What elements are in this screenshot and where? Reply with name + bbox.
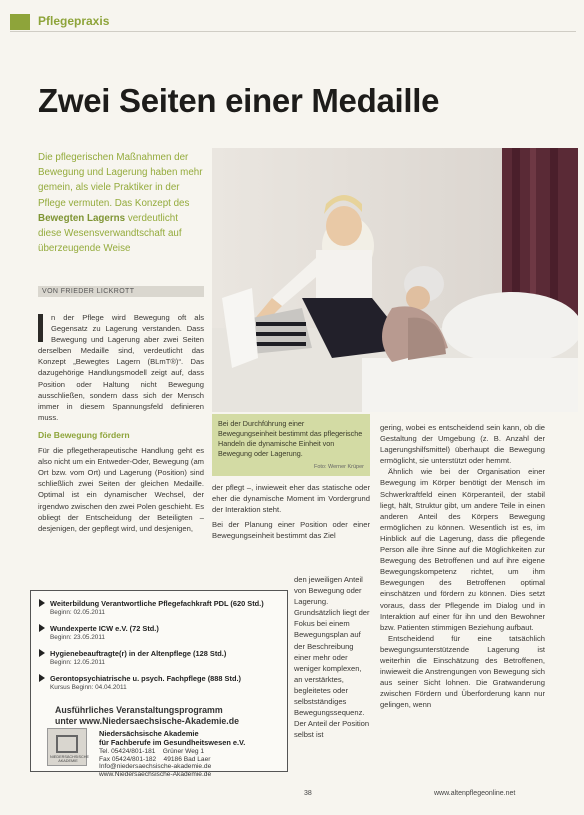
ad-promo	[55, 705, 239, 727]
intro-text-2: verdeutlicht diese Wesensverwandtschaft auf überzeugende Weise	[38, 212, 182, 255]
article-intro	[38, 150, 204, 256]
section-label: Pflegepraxis	[38, 14, 110, 28]
ad-course-item	[39, 624, 159, 642]
photo-credit: Foto: Werner Krüper	[313, 464, 364, 470]
page-number: 38	[304, 790, 312, 797]
paragraph: gering, wobei es entscheidend sein kann, ob die Gestaltung der Umgebung (z. B. Anzahl der Lagerungshilfsmittel) überhaupt die Bewegung ermöglicht, sie unterstützt oder hemmt.	[380, 423, 545, 466]
ad-course-item	[39, 674, 241, 692]
ad-course-date: Beginn: 02.05.2011	[50, 609, 105, 616]
drop-cap	[38, 314, 43, 342]
contact-fax: Fax 05424/801-182	[99, 755, 157, 763]
paragraph: Ähnlich wie bei der Organisation einer Bewegung im Körper benötigt der Mensch im Schwerkraftfeld einen Körperanteil, der stabil liegt, hält, Struktur gibt, um andere Teile in einen anderen Anteil des Körpers Bewegung ermöglichen zu können. Wesentlich ist es, im Hinblick auf die Lagerung, dass die pflegende Person alle ihre Sinne auf die Möglichkeiten zur Bewegung des Betroffenen und auf ihre eigene Bewegungskompetenz richtet, um ihm Bewegungen des Betroffenen optimal einschätzen und fördern zu können. Dies setzt voraus, dass der Pflegende im Dialog und in Interaktion auf einer für ihn und den Bewohner bzw. Patienten stimmigen Beziehung aufbaut.	[380, 467, 545, 632]
bullet-triangle-icon	[39, 674, 45, 682]
ad-organization	[99, 729, 245, 747]
ad-promo-url[interactable]: unter www.Niedersaechsische-Akademie.de	[55, 716, 239, 726]
ad-course-date: Kursus Beginn: 04.04.2011	[50, 684, 127, 691]
text-column-1	[38, 312, 204, 534]
footer-url[interactable]: www.altenpflegeonline.net	[434, 790, 516, 797]
ad-course-title: Gerontopsychiatrische u. psych. Fachpflege (888 Std.)	[50, 674, 241, 683]
article-headline: Zwei Seiten einer Medaille	[38, 82, 440, 119]
org-name: Niedersächsische Akademie	[99, 729, 199, 738]
intro-emphasis: Bewegten Lagerns	[38, 212, 126, 224]
section-header	[10, 12, 576, 32]
contact-street: Grüner Weg 1	[162, 748, 205, 755]
bullet-triangle-icon	[39, 624, 45, 632]
section-marker	[10, 14, 30, 30]
text-column-2	[212, 482, 370, 541]
org-name-2: für Fachberufe im Gesundheitswesen e.V.	[99, 738, 246, 747]
ad-course-title: Hygienebeauftragte(r) in der Altenpflege (128 Std.)	[50, 649, 227, 658]
paragraph: der pflegt –, inwieweit eher das statische oder eher die dynamische Moment im Vordergrund der Interaktion steht.	[212, 483, 370, 515]
photo-caption	[212, 414, 370, 476]
logo-building-icon	[56, 735, 78, 753]
ad-course-item	[39, 599, 264, 617]
ad-promo-line: Ausführliches Veranstaltungsprogramm	[55, 705, 223, 715]
academy-logo	[47, 728, 90, 766]
ad-course-date: Beginn: 12.05.2011	[50, 659, 105, 666]
advertisement	[30, 590, 288, 778]
photo-illustration	[212, 148, 578, 412]
paragraph: Für die pflegetherapeutische Handlung geht es also nicht um ein Entweder-Oder, Bewegung (am Ort bzw. vom Ort) und Lagerung (Position) sind schließlich zwei Seiten der gleichen Medaille. Optimal ist ein dynamischer Wechsel, der irgendwo zwischen den zwei Polen geschieht. Es obliegt der Entscheidung der Beteiligten – desjenigen, der gepflegt wird, und desjenigen,	[38, 446, 204, 533]
author-byline: VON FRIEDER LICKROTT	[38, 286, 204, 297]
text-column-2-continued	[294, 574, 370, 740]
ad-contact	[99, 748, 211, 778]
ad-course-item	[39, 649, 226, 667]
intro-text-1: Die pflegerischen Maßnahmen der Bewegung und Lagerung haben mehr gemein, als viele Praktiker in der Pflege vermuten. Das Konzept des	[38, 152, 203, 209]
bullet-triangle-icon	[39, 599, 45, 607]
logo-text: NIEDERSÄCHSISCHE AKADEMIE	[50, 755, 90, 763]
ad-course-title: Wundexperte ICW e.V. (72 Std.)	[50, 624, 159, 633]
contact-web[interactable]: www.Niedersaechsische-Akademie.de	[99, 770, 212, 778]
contact-tel: Tel. 05424/801-181	[99, 748, 156, 755]
paragraph: den jeweiligen Anteil von Bewegung oder Lagerung. Grundsätzlich liegt der Fokus bei einem Bewegungsplan auf der Beschreibung einer mehr oder weniger komplexen, an verstärktes, begleitetes oder selbstständiges Bewegungssequenz. Der Anteil der Position selbst ist	[294, 575, 370, 740]
paragraph: n der Pflege wird Bewegung oft als Gegensatz zu Lagerung verstanden. Dass Bewegung und Lagerung aber zwei Seiten derselben Medaille sind, verdeutlicht das Konzept „Bewegtes Lagern (BLmT®)“. Das dazugehörige Handlungsmodell zeigt auf, dass Position oder Haltung nicht Bewegung ausschließen, sondern dass sich der Mensch immer in diesem Spannungsfeld definieren muss.	[38, 313, 204, 422]
article-photo	[212, 148, 578, 412]
paragraph: Entscheidend für eine tatsächlich bewegungsunterstützende Lagerung ist weiterhin die Einschätzung des Betroffenen, inwieweit die Anstrengungen von Bewegung sich aus seiner Sicht lohnen. Die Gratwanderung zwischen Fördern und Überforderung kann nur gelingen, wenn	[380, 633, 545, 710]
contact-row	[99, 748, 211, 756]
ad-course-title: Weiterbildung Verantwortliche Pflegefachkraft PDL (620 Std.)	[50, 599, 264, 608]
paragraph: Bei der Planung einer Position oder einer Bewegungseinheit bestimmt das Ziel	[212, 520, 370, 541]
ad-course-date: Beginn: 23.05.2011	[50, 634, 105, 641]
contact-row	[99, 756, 211, 764]
contact-city: 49186 Bad Laer	[163, 755, 211, 763]
subheading: Die Bewegung fördern	[38, 429, 130, 440]
bullet-triangle-icon	[39, 649, 45, 657]
contact-email[interactable]: Info@niedersaechsische-akademie.de	[99, 763, 212, 771]
caption-text: Bei der Durchführung einer Bewegungseinheit bestimmt das pflegerische Handeln die dynamische Einheit von Bewegung oder Lagerung.	[218, 419, 363, 458]
text-column-3	[380, 422, 545, 710]
